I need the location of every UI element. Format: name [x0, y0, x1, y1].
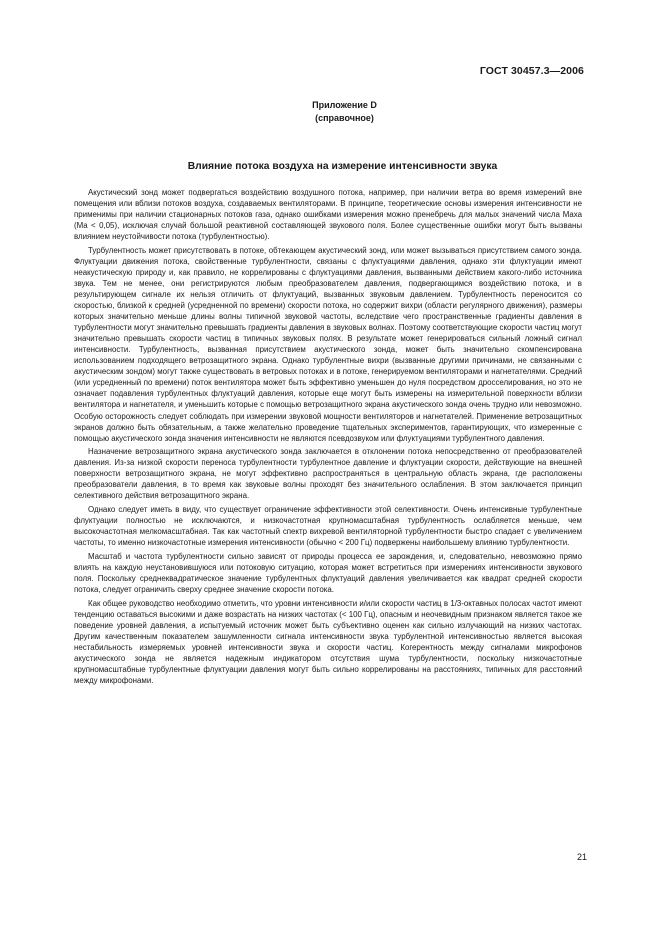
paragraph: Масштаб и частота турбулентности сильно зависят от природы процесса ее зарождения, и, следовательно, невозможно прямо влиять на каждую неустановившуюся или потоковую ситуацию, которая может встретиться при измерениях интенсивности звукового поля. Поскольку среднеквадратическое значение турбулентных флуктуаций давления увеличивается как квадрат средней скорости потока, следует ограничить сверху среднее значение скорости потока. [74, 551, 582, 595]
section-title [0, 161, 661, 172]
page-number: 21 [576, 852, 587, 862]
document-code-header: ГОСТ 30457.3—2006 [479, 65, 584, 77]
annex-label: Приложение D [312, 100, 377, 110]
annex-note: (справочное) [315, 113, 374, 123]
paragraph: Турбулентность может присутствовать в потоке, обтекающем акустический зонд, или может вызываться присутствием самого зонда. Флуктуации движения потока, свойственные турбулентности, связаны с флуктуациями давления, однако эти флуктуации имеют неакустическую природу и, как правило, не коррелированы с флуктуациями давления, вызванными действием какого-либо источника звука. Тем не менее, они регистрируются любым преобразователем давления, подвергающимся воздействию потока, и в результирующем сигнале их нельзя отличить от флуктуаций, вызванных звуковым давлением. Турбулентность переносится со скоростью, близкой к средней (усредненной по времени) скорости потока, но содержит вихри (области регулярного движения), размеры которых значительно меньше длины волны типичной звуковой частоты, вследствие чего пространственные градиенты давления в турбулентности могут значительно превышать градиенты давления в звуковых волнах. Поэтому соответствующие скорости частиц могут значительно превышать скорости частиц в типичных звуковых полях. В результате может генерироваться сильный ложный сигнал интенсивности. Турбулентность, вызванная присутствием акустического зонда, может быть значительно скомпенсирована использованием подходящего ветрозащитного экрана. Однако турбулентные вихри (вызванные другими причинами, не связанными с акустическим зондом) могут также существовать в ветровых потоках и в потоке, генерируемом вентиляторами и нагнетателями. Средний (или усредненный по времени) поток вентилятора может быть эффективно уменьшен до нуля посредством дросселирования, но это не означает подавления турбулентных флуктуаций давления, которые еще могут быть измерены на измерительной поверхности вблизи вентилятора и нагнетателя, и уменьшить которые с помощью ветрозащитного экрана акустического зонда очень трудно или невозможно. Особую осторожность следует соблюдать при измерении звуковой мощности вентиляторов и нагнетателей. Применение ветрозащитных экранов должно быть обязательным, а также желательно проведение тщательных экспериментов, гарантирующих, что измеренные с помощью акустического зонда значения интенсивности не являются псевдозвуком или флуктуациями турбулентного давления. [74, 245, 582, 443]
section-title-text: Влияние потока воздуха на измерение интенсивности звука [187, 161, 498, 172]
body-text [74, 187, 582, 689]
paragraph: Однако следует иметь в виду, что существует ограничение эффективности этой селективности. Очень интенсивные турбулентные флуктуации полностью не исключаются, и низкочастотная крупномасштабная турбулентность ослабляется меньше, чем высокочастотная мелкомасштабная. Так как частотный спектр вихревой вентиляторной турбулентности быстро спадает с увеличением частоты, то именно низкочастотные измерения интенсивности (обычно < 200 Гц) подвержены наибольшему влиянию турбулентности. [74, 505, 582, 548]
annex-heading [0, 99, 661, 125]
paragraph: Назначение ветрозащитного экрана акустического зонда заключается в отклонении потока непосредственно от преобразователей давления. Из-за низкой скорости переноса турбулентности турбулентное давление и флуктуации скорости, действующие на внешней поверхности ветрозащитного экрана, не могут эффективно распространяться в центральную область экрана, где расположены преобразователи давления, в то время как звуковые волны проходят без значительного ослабления. В этом заключается принцип селективного действия ветрозащитного экрана. [74, 447, 582, 501]
paragraph: Акустический зонд может подвергаться воздействию воздушного потока, например, при наличии ветра во время измерений вне помещения или вблизи потоков воздуха, создаваемых вентиляторами. В принципе, теоретические основы измерения интенсивности не применимы при наличии стационарных потоков газа, однако ошибками измерения можно пренебречь для малых значений числа Маха (Ma < 0,05), исключая случай большой реактивной составляющей звукового поля. Более существенные ошибки могут быть вызваны влиянием неустойчивости потока (турбулентностью). [74, 188, 582, 242]
paragraph: Как общее руководство необходимо отметить, что уровни интенсивности и/или скорости частиц в 1/3-октавных полосах частот имеют тенденцию оставаться высокими и даже возрастать на низких частотах (< 100 Гц), опасным и неочевидным признаком является такое же поведение уровней давления, а испытуемый источник может быть субъективно оценен как сильно излучающий на низких частотах. Другим качественным показателем зашумленности сигнала интенсивности звука турбулентной интенсивностью является высокая нестабильность измеряемых уровней интенсивности звука и скорости частиц. Когерентность между сигналами микрофонов акустического зонда не является надежным индикатором отсутствия шума турбулентности, поскольку низкочастотные крупномасштабные турбулентные флуктуации давления могут быть сильно коррелированы на расстояниях, типичных для расстояний между микрофонами. [74, 598, 582, 685]
